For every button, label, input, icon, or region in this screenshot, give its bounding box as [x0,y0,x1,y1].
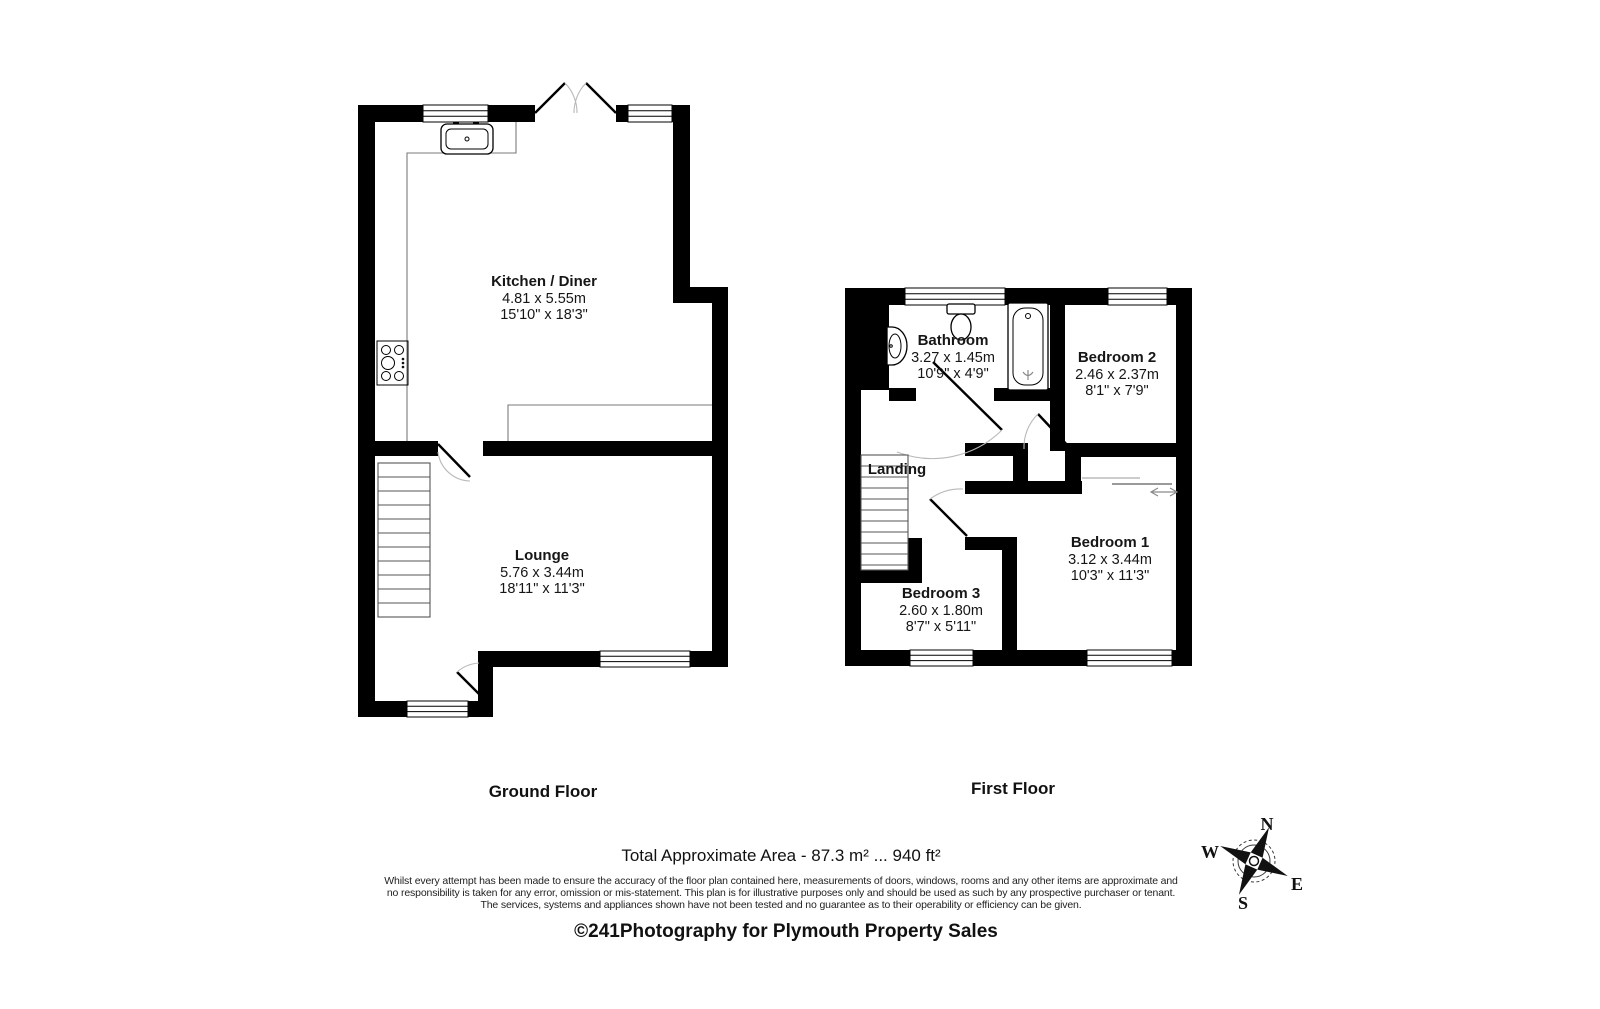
divider-line [508,405,712,441]
room-label-bedroom1 [1068,535,1152,585]
disclaimer-line-3: The services, systems and appliances shown have not been tested and no guarantee as to their operability or efficiency can be given. [480,899,1082,911]
room-label-landing [868,462,926,479]
compass-west-label: W [1201,842,1219,862]
total-area-text: Total Approximate Area - 87.3 m² ... 940 ft² [621,846,941,865]
room-name: Lounge [514,547,570,564]
room-dim-metric: 5.76 x 3.44m [500,564,584,581]
stairs-icon [378,463,430,617]
window-icon [600,651,690,667]
window-icon [910,650,973,666]
room-label-kitchen [491,274,597,324]
disclaimer-line-1: Whilst every attempt has been made to ensure the accuracy of the floor plan contained here, measurements of doors, windows, rooms and any other items are approximate and [384,875,1178,887]
room-dim-metric: 2.60 x 1.80m [899,602,983,619]
window-icon [628,105,672,122]
room-name: Kitchen / Diner [491,273,597,290]
window-icon [905,288,1005,305]
door-icon [930,489,967,536]
bathtub-icon [1008,303,1048,390]
hob-icon [377,341,408,385]
window-icon [423,105,488,122]
room-label-lounge [499,548,584,598]
window-icon [1087,650,1172,666]
room-label-bedroom2 [1075,350,1159,400]
french-doors-icon [535,83,616,113]
room-label-bathroom [911,333,995,383]
compass-east-label: E [1290,874,1304,894]
copyright-text: ©241Photography for Plymouth Property Sales [574,921,998,942]
kitchen-sink-icon [441,122,493,154]
room-dim-imperial: 8'7" x 5'11" [905,619,977,635]
window-symbols-ground [407,105,690,717]
room-dim-metric: 2.46 x 2.37m [1075,366,1159,383]
door-icon [438,444,470,481]
room-dim-imperial: 15'10" x 18'3" [500,307,588,323]
room-dim-imperial: 10'9" x 4'9" [917,366,989,382]
ground-floor-title: Ground Floor [488,782,598,801]
compass-rose-icon [1201,812,1303,913]
room-label-bedroom3 [899,586,983,636]
window-icon [407,701,468,717]
ground-floor-walls [358,105,728,717]
room-dim-imperial: 10'3" x 11'3" [1070,568,1150,584]
compass-south-label: S [1237,893,1249,913]
room-dim-metric: 3.27 x 1.45m [911,349,995,366]
room-name: Bedroom 2 [1077,349,1157,366]
first-floor-title: First Floor [970,779,1056,798]
room-dim-metric: 4.81 x 5.55m [502,290,586,307]
disclaimer-line-2: no responsibility is taken for any error, omission or mis-statement. This plan is for illustrative purposes only and should be used as such by any prospective purchaser or tenant. [386,887,1176,899]
room-name: Bedroom 3 [901,585,981,602]
ground-floor-plan [358,83,728,717]
room-dim-imperial: 18'11" x 11'3" [499,581,585,597]
room-name: Landing [867,461,927,478]
window-icon [1108,288,1167,305]
room-dim-imperial: 8'1" x 7'9" [1085,383,1149,399]
basin-icon [887,327,907,365]
wardrobe-icon [1082,478,1177,496]
compass-north-label: N [1260,814,1274,834]
room-dim-metric: 3.12 x 3.44m [1068,551,1152,568]
room-name: Bedroom 1 [1070,534,1150,551]
room-name: Bathroom [917,332,989,349]
